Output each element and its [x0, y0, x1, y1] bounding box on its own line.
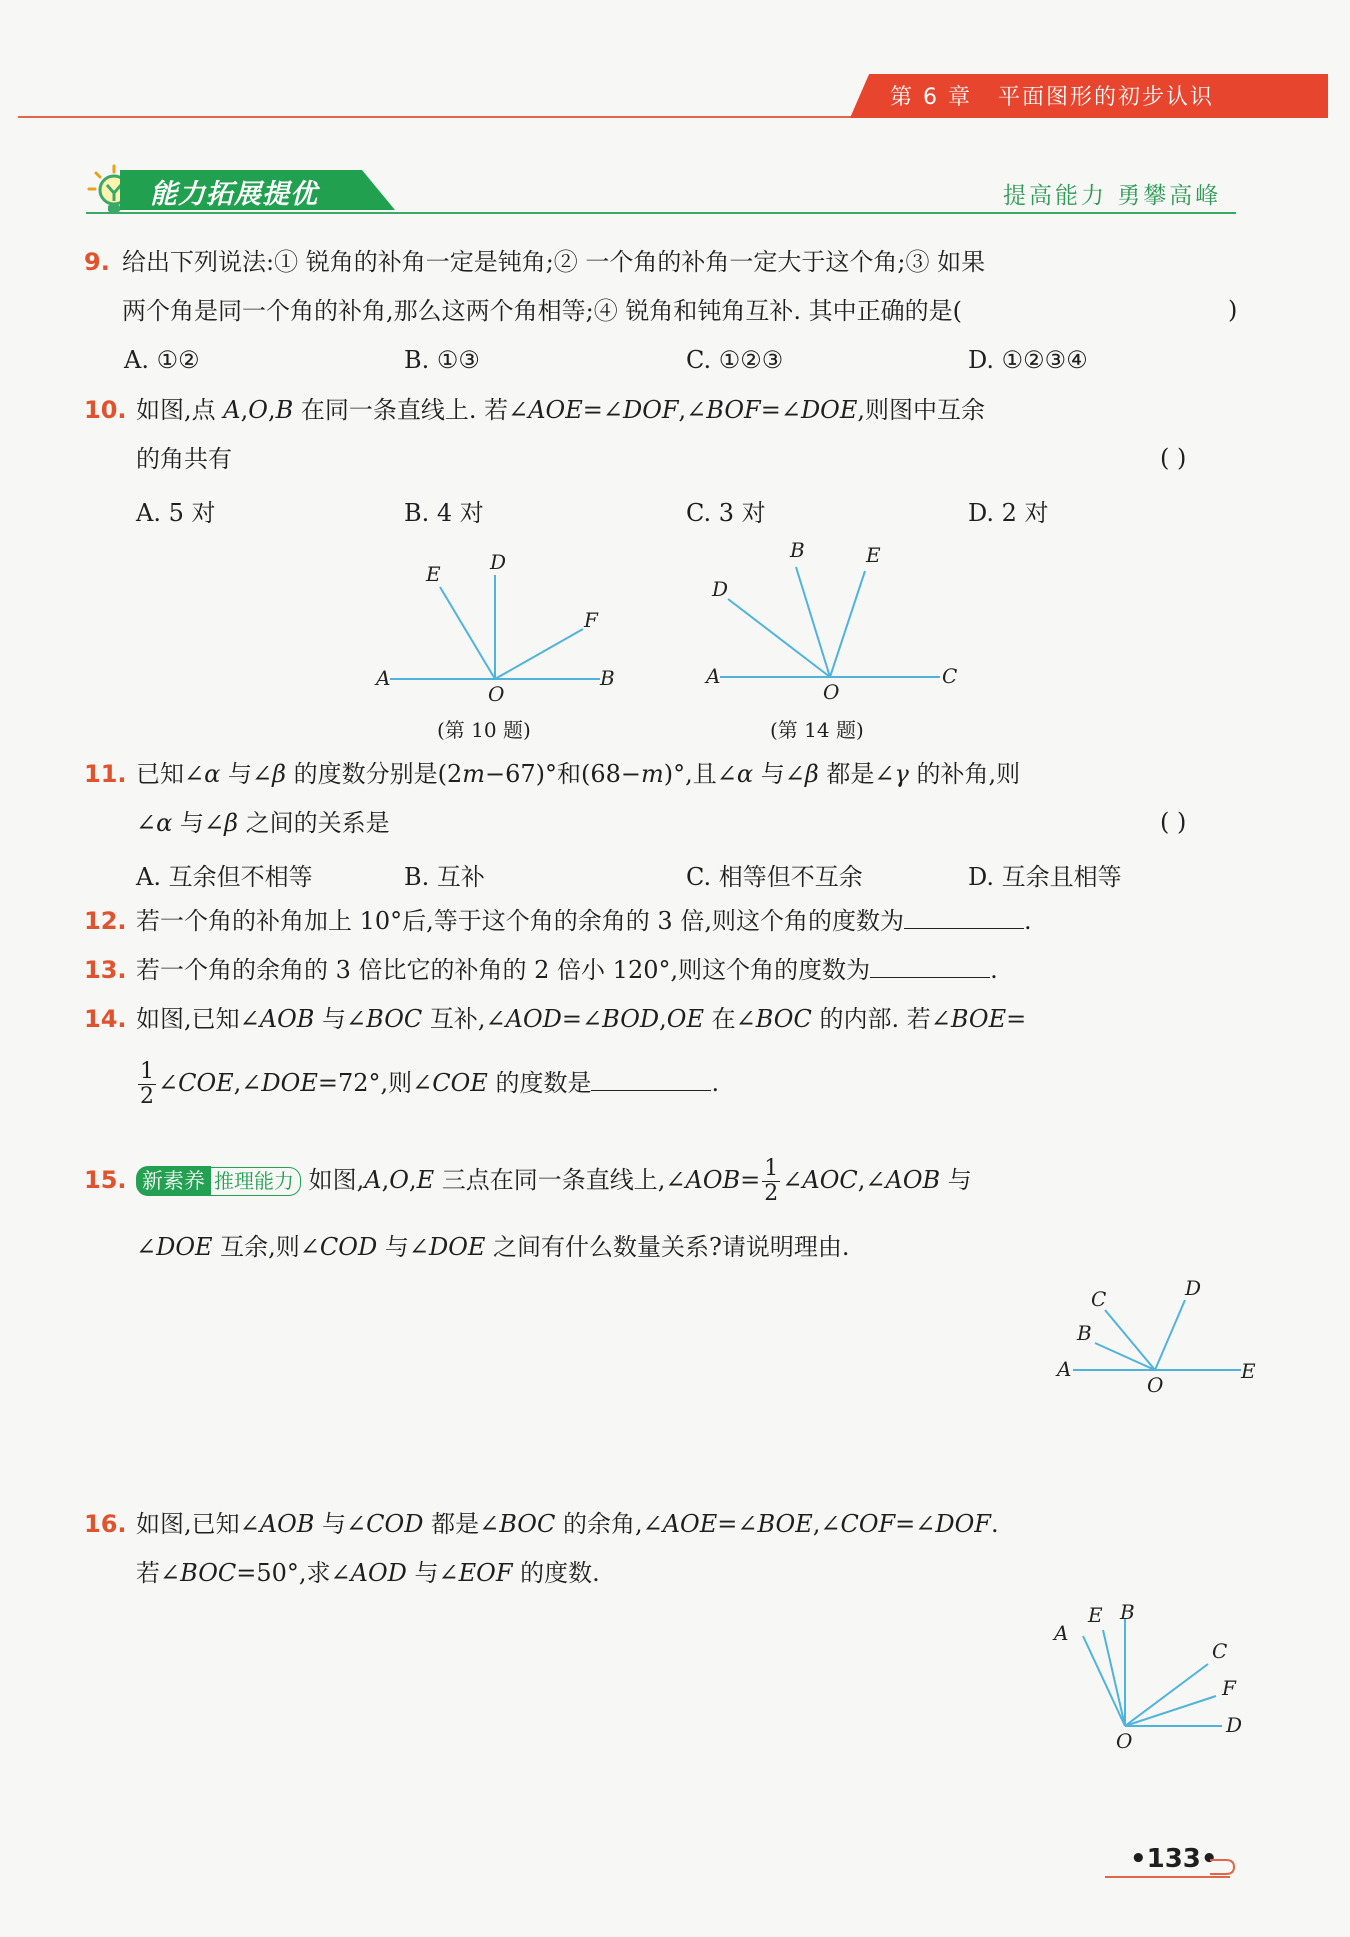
- question-number: 14.: [84, 1005, 127, 1033]
- fig16-label: A: [1054, 1621, 1069, 1645]
- fig16-label: O: [1116, 1729, 1133, 1750]
- fig10-label: B: [600, 666, 615, 690]
- fig14-label: B: [790, 538, 805, 562]
- fig10-label: A: [376, 666, 391, 690]
- figure-q16: [1040, 1600, 1260, 1750]
- figure-q10: [370, 545, 630, 705]
- q11-option-c: C. 相等但不互余: [686, 863, 863, 891]
- fig14-label: E: [866, 543, 881, 567]
- question-number: 11.: [84, 760, 127, 788]
- q10-line1: 如图,点 A,O,B 在同一条直线上. 若∠AOE=∠DOF,∠BOF=∠DOE,则图中互余: [136, 396, 986, 424]
- tag-new-literacy: 新素养: [136, 1166, 211, 1196]
- fraction: $\frac{1}{2}$: [140, 1059, 154, 1109]
- fig15-label: E: [1241, 1359, 1256, 1383]
- fig10-label: F: [584, 608, 598, 632]
- q14-line2: $\frac{1}{2}$ ∠COE,∠DOE=72°,则∠COE 的度数是 .: [140, 1059, 720, 1109]
- fig15-label: D: [1185, 1276, 1202, 1300]
- figure-caption-q14: (第 14 题): [770, 718, 864, 742]
- figure-caption-q10: (第 10 题): [437, 718, 531, 742]
- answer-blank: [870, 955, 990, 978]
- fig15-label: O: [1147, 1373, 1164, 1397]
- question-number: 15.: [84, 1166, 127, 1194]
- fig10-label: E: [426, 562, 441, 586]
- q11-line2: ∠α 与∠β 之间的关系是: [136, 809, 390, 837]
- answer-blank: [904, 906, 1024, 929]
- q15-line2: ∠DOE 互余,则∠COD 与∠DOE 之间有什么数量关系?请说明理由.: [136, 1233, 850, 1261]
- chapter-number: 第 6 章: [890, 85, 972, 110]
- q9-option-b: B. ①③: [404, 346, 480, 374]
- fig14-label: O: [823, 680, 840, 704]
- page-corner-curl-icon: [1208, 1856, 1238, 1878]
- question-number: 9.: [84, 248, 110, 276]
- fig16-label: D: [1226, 1713, 1243, 1737]
- fig14-label: D: [712, 577, 729, 601]
- fig15-label: A: [1057, 1357, 1072, 1381]
- q11-paren: ( ): [1160, 808, 1187, 836]
- q10-paren: ( ): [1160, 444, 1187, 472]
- fig16-label: E: [1088, 1603, 1103, 1627]
- chapter-title: 平面图形的初步认识: [997, 85, 1214, 110]
- q9-option-c: C. ①②③: [686, 346, 784, 374]
- q9-paren-close: ): [1228, 296, 1238, 324]
- section-rule: [86, 212, 1236, 214]
- fig16-label: C: [1212, 1639, 1228, 1663]
- q16-line1: 如图,已知∠AOB 与∠COD 都是∠BOC 的余角,∠AOE=∠BOE,∠COF=∠DOF.: [136, 1510, 999, 1538]
- figure-q14: [700, 535, 970, 705]
- q11-line1: 已知∠α 与∠β 的度数分别是(2m−67)°和(68−m)°,且∠α 与∠β 都是∠γ 的补角,则: [136, 760, 1021, 788]
- fraction: $\frac{1}{2}$: [764, 1156, 779, 1206]
- q10-option-c: C. 3 对: [686, 499, 766, 527]
- fig10-label: O: [488, 682, 505, 705]
- q9-line2: 两个角是同一个角的补角,那么这两个角相等;④ 锐角和钝角互补. 其中正确的是(: [122, 297, 962, 325]
- q13-line: 若一个角的余角的 3 倍比它的补角的 2 倍小 120°,则这个角的度数为 .: [136, 956, 998, 984]
- question-number: 13.: [84, 956, 127, 984]
- q11-option-a: A. 互余但不相等: [136, 863, 313, 891]
- q9-option-a: A. ①②: [124, 346, 200, 374]
- question-number: 10.: [84, 396, 127, 424]
- q10-option-a: A. 5 对: [136, 499, 216, 527]
- q10-option-b: B. 4 对: [404, 499, 484, 527]
- q11-option-d: D. 互余且相等: [968, 863, 1122, 891]
- q15-line1: 新素养 推理能力 如图,A,O,E 三点在同一条直线上,∠AOB= $\frac{1}{2}$ ∠AOC,∠AOB 与: [136, 1145, 972, 1215]
- chapter-heading: [890, 80, 1240, 111]
- fig16-label: B: [1120, 1600, 1135, 1624]
- fig10-label: D: [490, 550, 507, 574]
- fig14-label: A: [706, 664, 721, 688]
- figure-q15: [1045, 1270, 1265, 1400]
- q12-line: 若一个角的补角加上 10°后,等于这个角的余角的 3 倍,则这个角的度数为 .: [136, 907, 1032, 935]
- question-number: 12.: [84, 907, 127, 935]
- question-number: 16.: [84, 1510, 127, 1538]
- q10-option-d: D. 2 对: [968, 499, 1049, 527]
- q11-option-b: B. 互补: [404, 863, 485, 891]
- tag-reasoning: 推理能力: [207, 1167, 301, 1196]
- fig15-label: C: [1091, 1287, 1107, 1311]
- fig16-label: F: [1222, 1676, 1236, 1700]
- section-banner-title: 能力拓展提优: [150, 179, 318, 210]
- q10-line2: 的角共有: [136, 445, 232, 473]
- q9-option-d: D. ①②③④: [968, 346, 1088, 374]
- answer-blank: [591, 1068, 711, 1091]
- section-slogan: 提高能力 勇攀高峰: [1003, 183, 1222, 209]
- fig15-label: B: [1077, 1321, 1092, 1345]
- page-number: •133•: [1130, 1844, 1218, 1874]
- q16-line2: 若∠BOC=50°,求∠AOD 与∠EOF 的度数.: [136, 1559, 600, 1587]
- q14-line1: 如图,已知∠AOB 与∠BOC 互补,∠AOD=∠BOD,OE 在∠BOC 的内部. 若∠BOE=: [136, 1005, 1027, 1033]
- q9-line1: 给出下列说法:① 锐角的补角一定是钝角;② 一个角的补角一定大于这个角;③ 如果: [122, 248, 986, 276]
- fig14-label: C: [942, 664, 958, 688]
